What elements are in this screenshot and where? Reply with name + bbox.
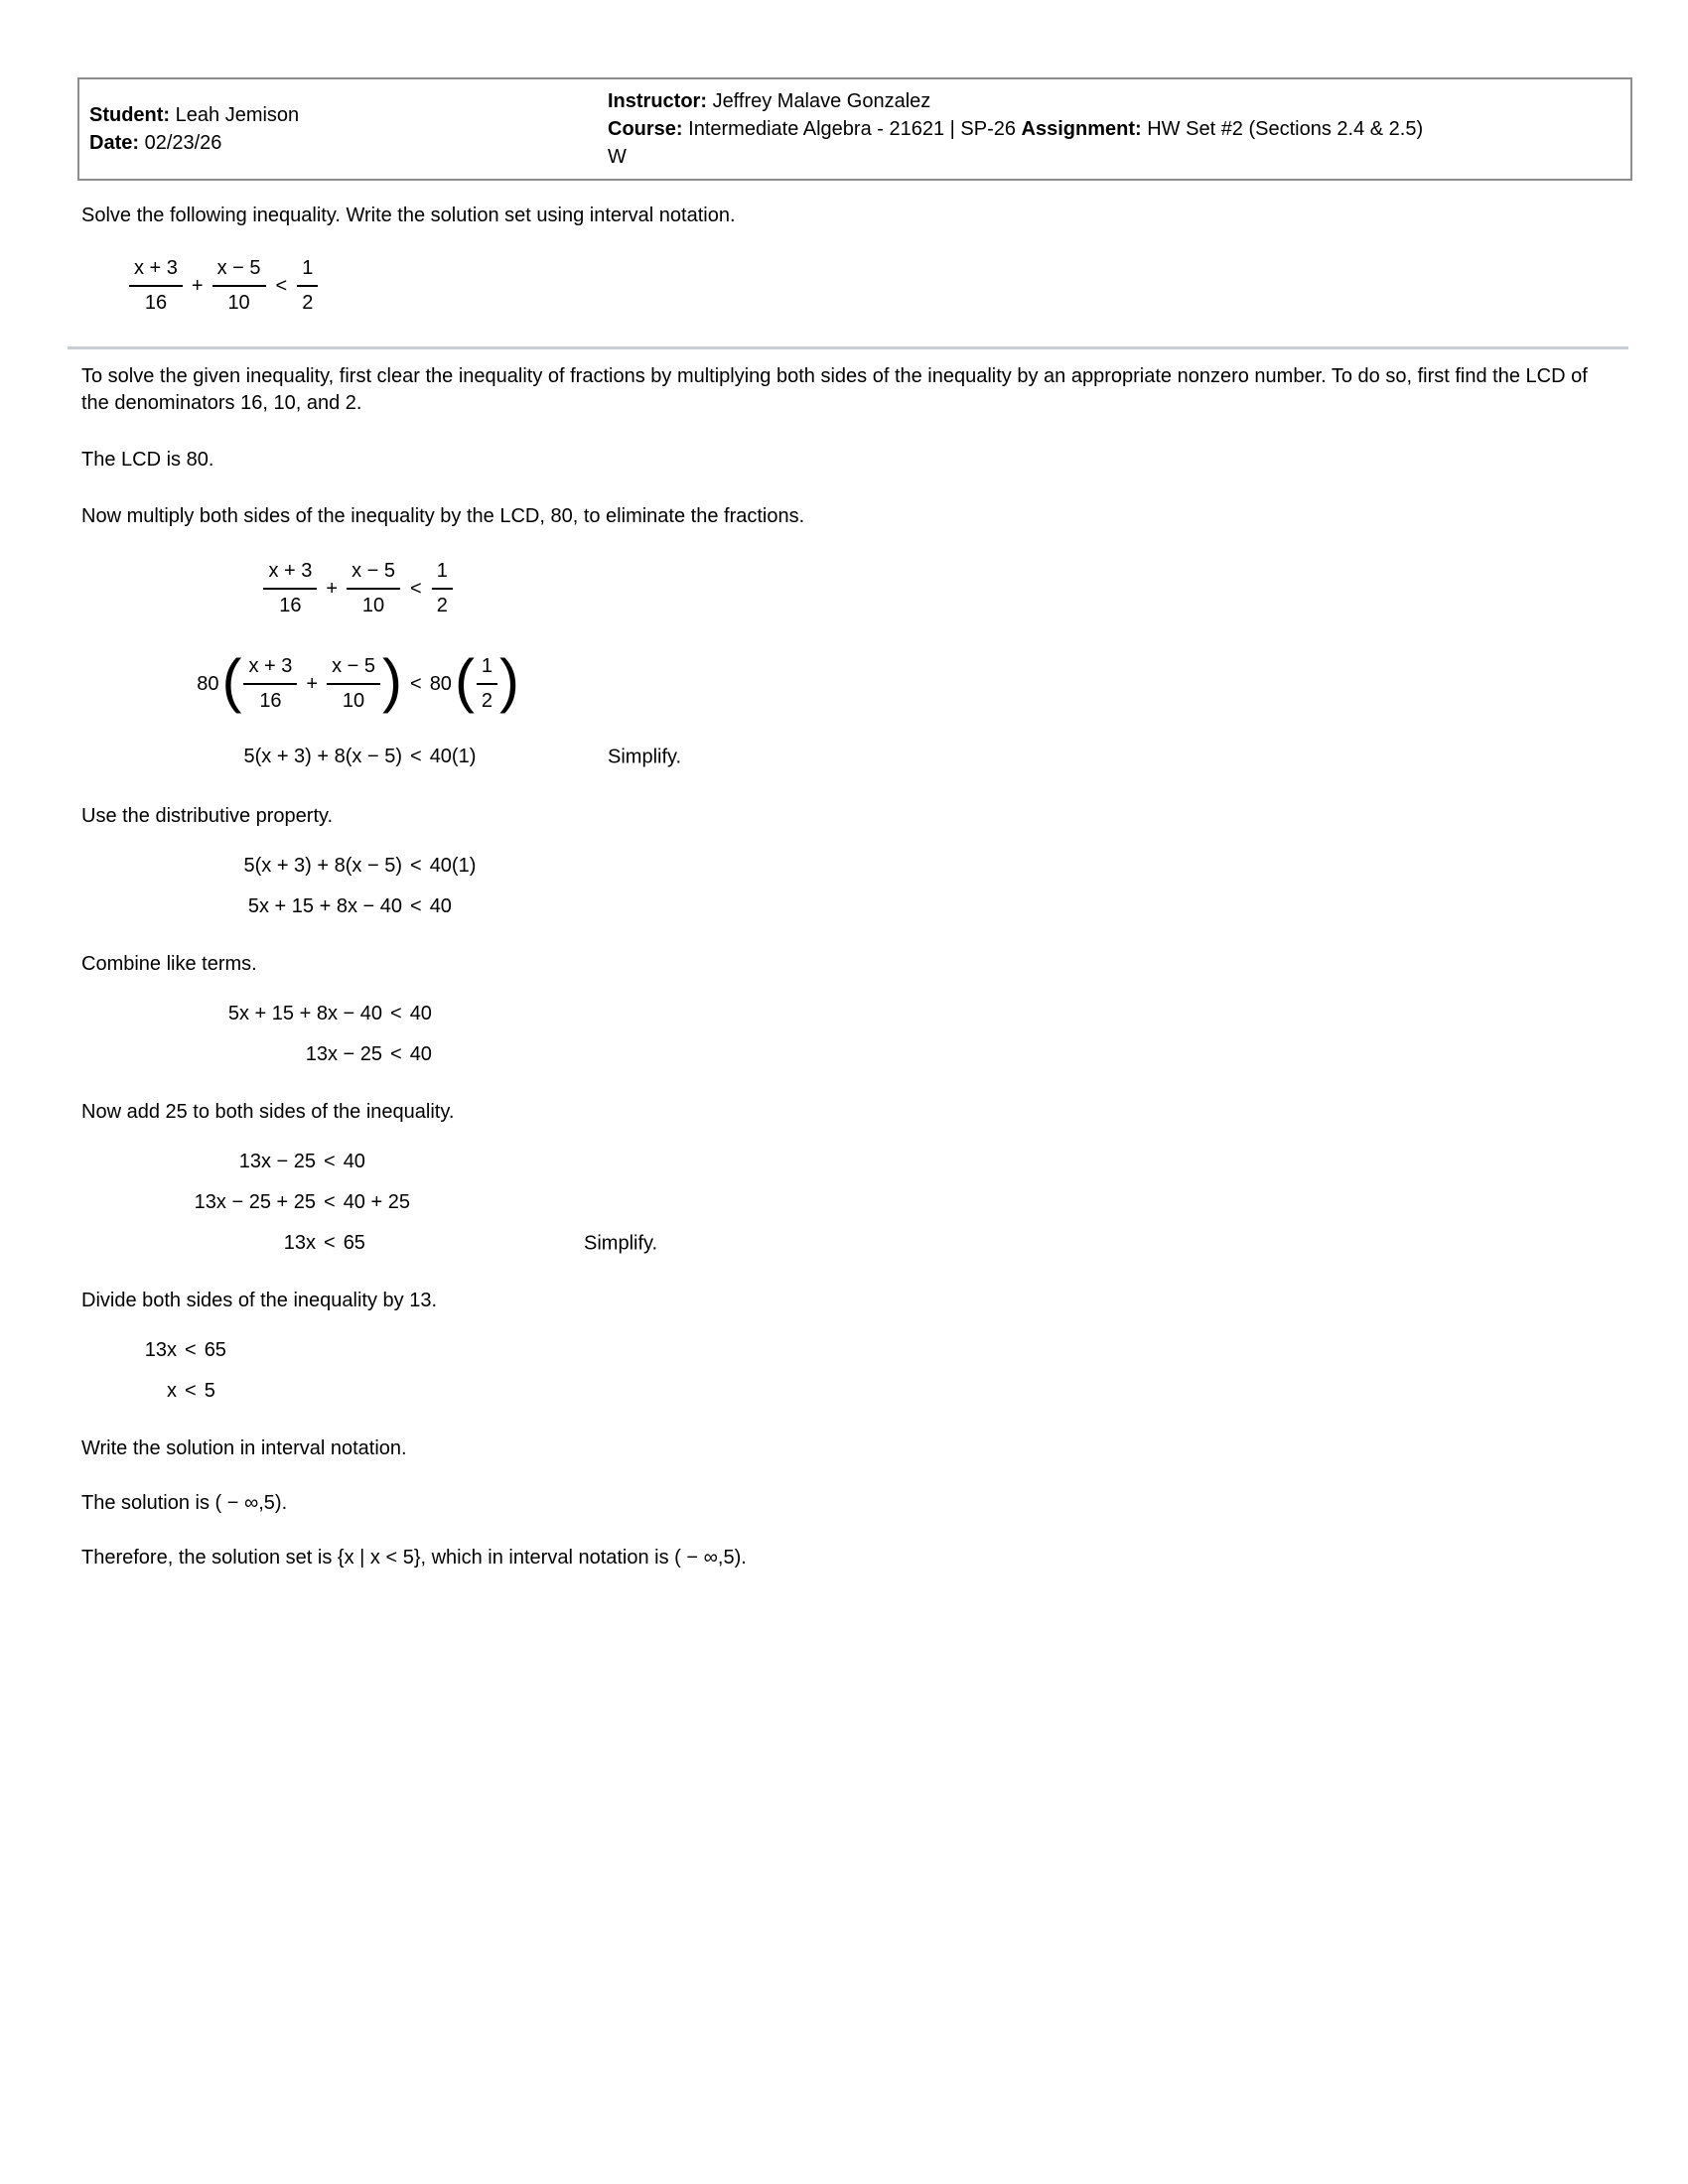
coefficient: 80: [197, 672, 219, 695]
plus-operator: +: [191, 274, 204, 297]
solution-add: Now add 25 to both sides of the inequality.: [81, 1101, 455, 1123]
course-value: Intermediate Algebra - 21621 | SP-26: [688, 118, 1016, 140]
fraction-numerator: x + 3: [268, 560, 313, 582]
solution-divide: Divide both sides of the inequality by 13.: [81, 1290, 437, 1311]
date-value: 02/23/26: [144, 132, 222, 154]
header-course-cell: [608, 79, 1630, 179]
equation-rhs: [430, 558, 455, 619]
equation-lhs: x: [167, 1380, 177, 1402]
less-than-sign: <: [324, 1232, 336, 1254]
less-than-sign: <: [410, 672, 422, 695]
solution-combine: Combine like terms.: [81, 953, 257, 975]
fraction: [432, 558, 453, 619]
fraction-denominator: 16: [243, 683, 297, 715]
equation-lhs: 13x − 25: [238, 1151, 316, 1172]
solution-result: The solution is ( − ∞,5).: [81, 1492, 288, 1514]
equation-row: [0, 994, 1688, 1034]
date-label: Date:: [89, 132, 140, 154]
solution-multiply: Now multiply both sides of the inequality by the LCD, 80, to eliminate the fractions.: [81, 505, 805, 527]
course-label: Course:: [608, 118, 683, 140]
equation-row: [0, 1142, 1688, 1182]
fraction-numerator: x − 5: [216, 257, 261, 279]
instructor-label: Instructor:: [608, 90, 707, 112]
fraction-denominator: 2: [432, 588, 453, 619]
fraction-denominator: 2: [477, 683, 497, 715]
plus-operator: +: [326, 577, 339, 600]
fraction: [477, 653, 497, 715]
equation-rhs: 65: [204, 1339, 226, 1361]
less-than-sign: <: [410, 895, 422, 917]
equation-rhs: 80 ( $\frac{1}{2}$ ): [429, 647, 520, 714]
fraction: [347, 558, 400, 619]
header-table: [77, 77, 1632, 181]
fraction-numerator: x − 5: [332, 655, 376, 677]
equation-rhs: 5: [204, 1380, 215, 1402]
step-annotation: Simplify.: [584, 1232, 658, 1254]
less-than-sign: <: [185, 1339, 197, 1361]
assignment-value: HW Set #2 (Sections 2.4 & 2.5): [1147, 118, 1424, 140]
equation-lhs: 80 ( $\frac{x + 3}{16}$ + $\frac{x - 5}{10}$ ): [197, 647, 402, 714]
equation-lhs: 13x: [144, 1339, 177, 1361]
solution-conclusion: Therefore, the solution set is {x | x < 5}, which in interval notation is ( − ∞,5).: [81, 1547, 747, 1569]
fraction-numerator: x + 3: [134, 257, 178, 279]
equation-lhs: 5x + 15 + 8x − 40: [247, 895, 402, 917]
less-than-sign: <: [410, 855, 422, 877]
less-than-sign: <: [390, 1043, 402, 1065]
equation-row: [0, 887, 1688, 927]
equation-rhs: 40: [409, 1043, 432, 1065]
fraction-denominator: 10: [327, 683, 380, 715]
fraction-numerator: x + 3: [248, 655, 293, 677]
equation-rhs: 40 + 25: [343, 1191, 410, 1213]
student-name: Leah Jemison: [175, 104, 300, 126]
fraction-numerator: 1: [436, 560, 448, 582]
assignment-label: Assignment:: [1021, 118, 1142, 140]
equation-lhs: 13x: [283, 1232, 316, 1254]
fraction: [327, 653, 380, 715]
instructor-name: Jeffrey Malave Gonzalez: [712, 90, 931, 112]
fraction-denominator: 10: [347, 588, 400, 619]
plus-operator: +: [306, 672, 319, 695]
equation-lhs: 13x − 25: [305, 1043, 382, 1065]
header-student-cell: [79, 79, 608, 179]
section-divider: [68, 346, 1628, 349]
less-than-sign: <: [410, 577, 422, 600]
equation-rhs: 40: [429, 895, 452, 917]
equation-row: [0, 737, 1688, 777]
problem-inequality: [127, 243, 1688, 329]
equation-rhs: 40(1): [429, 855, 477, 877]
equation-row: [0, 631, 1688, 737]
equation-rhs: 40: [409, 1003, 432, 1024]
equation-rhs: 40(1): [429, 746, 477, 767]
equation-row: [0, 1371, 1688, 1412]
less-than-sign: <: [410, 746, 422, 767]
equation-row: [0, 1182, 1688, 1223]
less-than-sign: <: [390, 1003, 402, 1024]
equation-row: [127, 243, 1688, 329]
fraction-numerator: 1: [302, 257, 314, 279]
student-line: [89, 101, 598, 129]
fraction: [129, 255, 183, 317]
equation-row: [0, 546, 1688, 631]
problem-statement: Solve the following inequality. Write the solution set using interval notation.: [81, 205, 736, 226]
less-than-sign: <: [185, 1380, 197, 1402]
course-line: [608, 115, 1618, 143]
equation-row: [0, 846, 1688, 887]
equation-lhs: 5x + 15 + 8x − 40: [227, 1003, 382, 1024]
fraction-denominator: 2: [297, 285, 318, 317]
date-line: [89, 129, 598, 157]
equation-rhs: 65: [343, 1232, 365, 1254]
solution-lcd: The LCD is 80.: [81, 449, 214, 471]
fraction: [243, 653, 297, 715]
student-label: Student:: [89, 104, 171, 126]
equation-lhs: 13x − 25 + 25: [194, 1191, 316, 1213]
distribute-step-block: [0, 846, 1688, 927]
fraction-numerator: x − 5: [352, 560, 395, 582]
less-than-sign: <: [324, 1151, 336, 1172]
fraction: [297, 255, 318, 317]
assignment-continuation: W: [608, 146, 627, 168]
solution-distribute: Use the distributive property.: [81, 805, 334, 827]
solution-interval: Write the solution in interval notation.: [81, 1437, 407, 1459]
equation-lhs: [0, 558, 402, 619]
fraction-denominator: 16: [129, 285, 183, 317]
fraction-numerator: 1: [481, 655, 493, 677]
step-annotation: Simplify.: [608, 746, 682, 767]
less-than-sign: <: [324, 1191, 336, 1213]
fraction-denominator: 16: [263, 588, 317, 619]
fraction: [212, 255, 266, 317]
equation-row: [0, 1330, 1688, 1371]
fraction: [263, 558, 317, 619]
equation-lhs: 5(x + 3) + 8(x − 5): [243, 746, 402, 767]
multiply-step-block: [0, 546, 1688, 777]
less-than-sign: <: [275, 274, 288, 297]
instructor-line: [608, 87, 1618, 115]
add-step-block: [0, 1142, 1688, 1264]
coefficient: 80: [429, 672, 452, 695]
divide-step-block: [0, 1330, 1688, 1412]
equation-rhs: 40: [343, 1151, 365, 1172]
combine-step-block: [0, 994, 1688, 1075]
equation-row: [0, 1034, 1688, 1075]
fraction-denominator: 10: [212, 285, 266, 317]
equation-row: [0, 1223, 1688, 1264]
equation-lhs: 5(x + 3) + 8(x − 5): [243, 855, 402, 877]
solution-intro: To solve the given inequality, first clear the inequality of fractions by multiplying both sides of the inequality by an appropriate nonzero number. To do so, first find the LCD of the denominators 16, 10, and 2.: [81, 365, 1588, 414]
